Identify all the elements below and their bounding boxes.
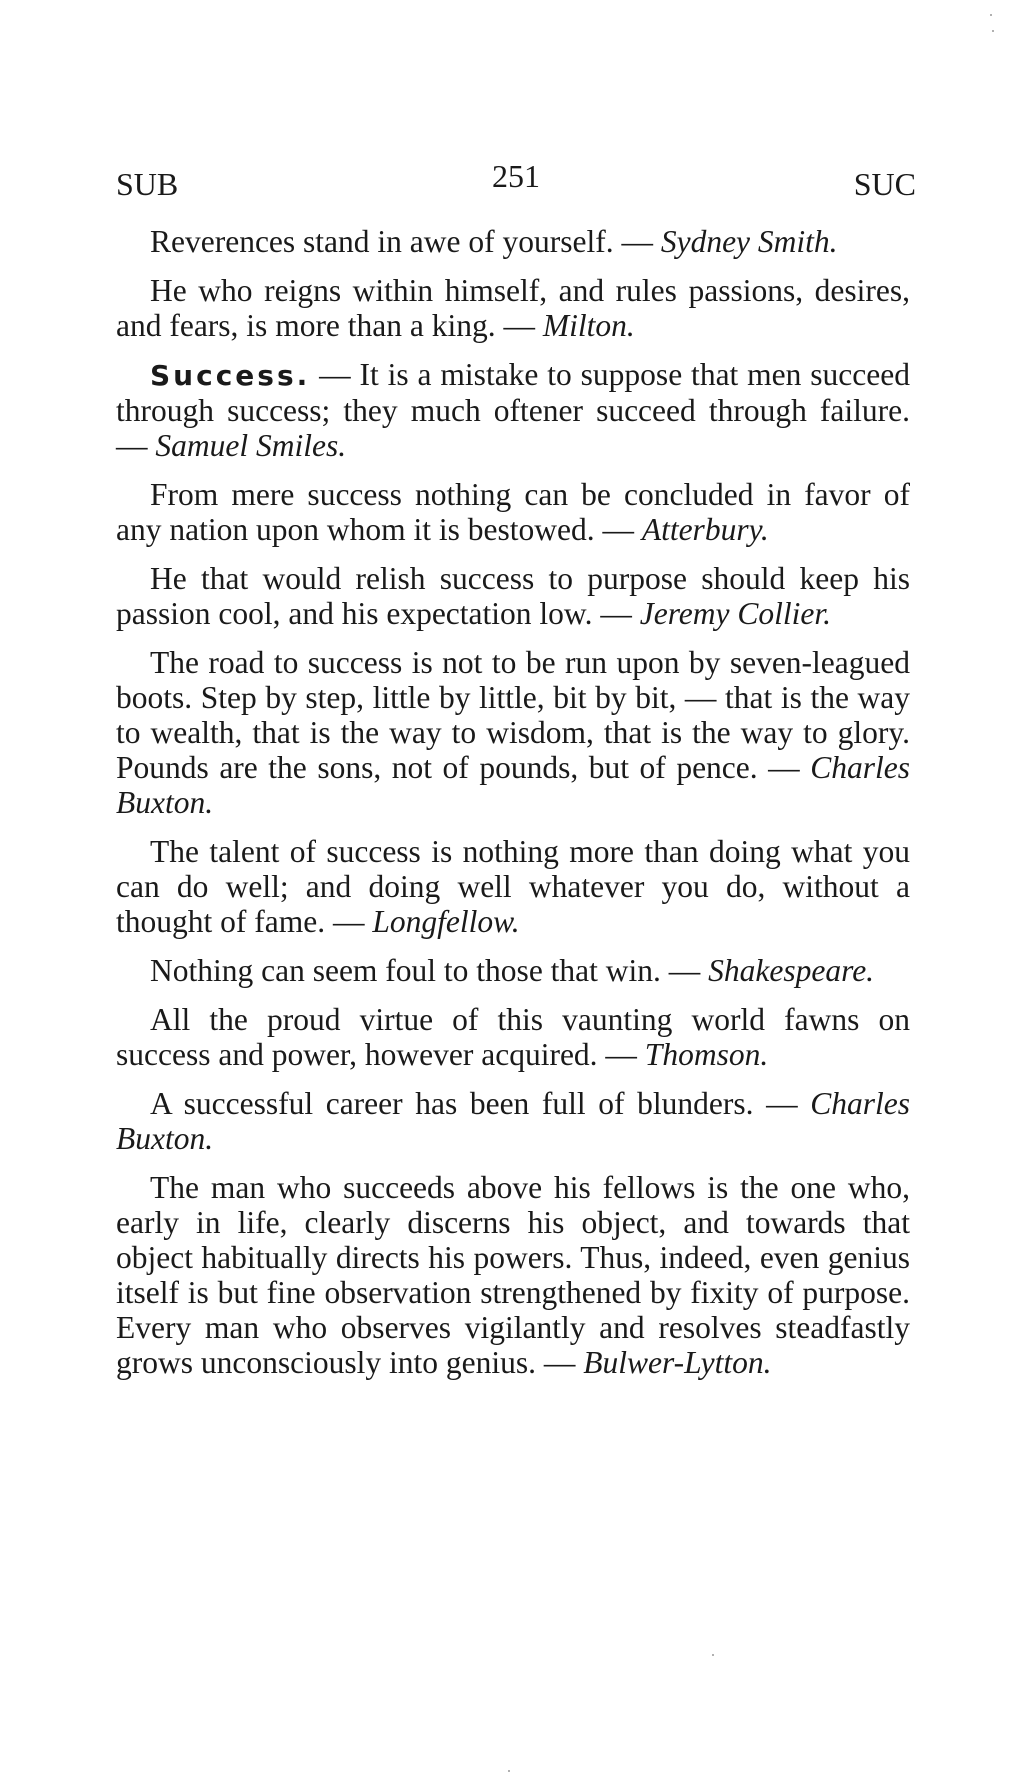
quotation-text: From mere success nothing can be concluded in favor of any nation upon whom it is bestowed. — bbox=[116, 477, 910, 547]
quotation-text: He that would relish success to purpose should keep his passion cool, and his expectation low. — bbox=[116, 561, 910, 631]
quotation-entry bbox=[116, 224, 910, 259]
quotation-author: Shakespeare. bbox=[708, 953, 875, 988]
quotation-author: Jeremy Collier. bbox=[639, 596, 832, 631]
paper-speck bbox=[712, 1654, 714, 1656]
quotation-author: Bulwer-Lytton. bbox=[583, 1345, 772, 1380]
page-number: 251 bbox=[492, 158, 540, 194]
quotation-text: The man who succeeds above his fellows is the one who, early in life, clearly discerns his object, and towards that object habitually directs his powers. Thus, indeed, even genius itself is but fine observation strengthened by fixity of purpose. Every man who observes vigilantly and resolves steadfastly grows unconsciously into genius. — bbox=[116, 1170, 910, 1380]
header-guide-word-left: SUB bbox=[116, 166, 179, 202]
paper-speck bbox=[992, 30, 994, 32]
running-header bbox=[116, 158, 916, 202]
topic-heading: Success. bbox=[150, 359, 311, 392]
quotation-entry bbox=[116, 1002, 910, 1072]
paper-speck bbox=[508, 1770, 510, 1772]
quotation-entry bbox=[116, 834, 910, 939]
quotation-entry bbox=[116, 953, 910, 988]
quotation-text: Nothing can seem foul to those that win. — bbox=[150, 953, 709, 988]
paper-speck bbox=[990, 14, 992, 16]
quotation-author: Sydney Smith. bbox=[660, 224, 838, 259]
quotation-author: Thomson. bbox=[644, 1037, 769, 1072]
quotation-text: The talent of success is nothing more than doing what you can do well; and doing well whatever you do, without a thought of fame. — bbox=[116, 834, 910, 939]
quotation-text: Reverences stand in awe of yourself. — bbox=[150, 224, 661, 259]
quotation-text: — It is a mistake to suppose that men succeed through success; they much oftener succeed through failure. — bbox=[116, 357, 910, 463]
quotation-author: Atterbury. bbox=[641, 512, 769, 547]
quotation-entry bbox=[116, 561, 910, 631]
quotation-text: The road to success is not to be run upon by seven-leagued boots. Step by step, little by little, bit by bit, — that is the way to wealth, that is the way to wisdom, that is the way to glory. Pounds are the sons, not of pounds, but of pence. — bbox=[116, 645, 910, 785]
quotation-author: Charles Buxton. bbox=[116, 1086, 910, 1156]
quotation-text: He who reigns within himself, and rules passions, desires, and fears, is more than a king. — bbox=[116, 273, 910, 343]
quotation-entry bbox=[116, 477, 910, 547]
topic-entry-success bbox=[116, 357, 910, 463]
quotation-text: A successful career has been full of blunders. — bbox=[150, 1086, 811, 1121]
quotation-text: All the proud virtue of this vaunting world fawns on success and power, however acquired. — bbox=[116, 1002, 910, 1072]
quotations-body bbox=[116, 224, 910, 1394]
quotation-author: Longfellow. bbox=[372, 904, 520, 939]
quotation-entry bbox=[116, 1086, 910, 1156]
header-guide-word-right: SUC bbox=[853, 166, 916, 202]
quotation-author: Samuel Smiles. bbox=[155, 428, 347, 463]
quotation-entry bbox=[116, 645, 910, 820]
quotation-entry bbox=[116, 273, 910, 343]
quotation-author: Milton. bbox=[542, 308, 635, 343]
quotation-entry bbox=[116, 1170, 910, 1380]
quotation-author: Charles Buxton. bbox=[116, 750, 910, 820]
